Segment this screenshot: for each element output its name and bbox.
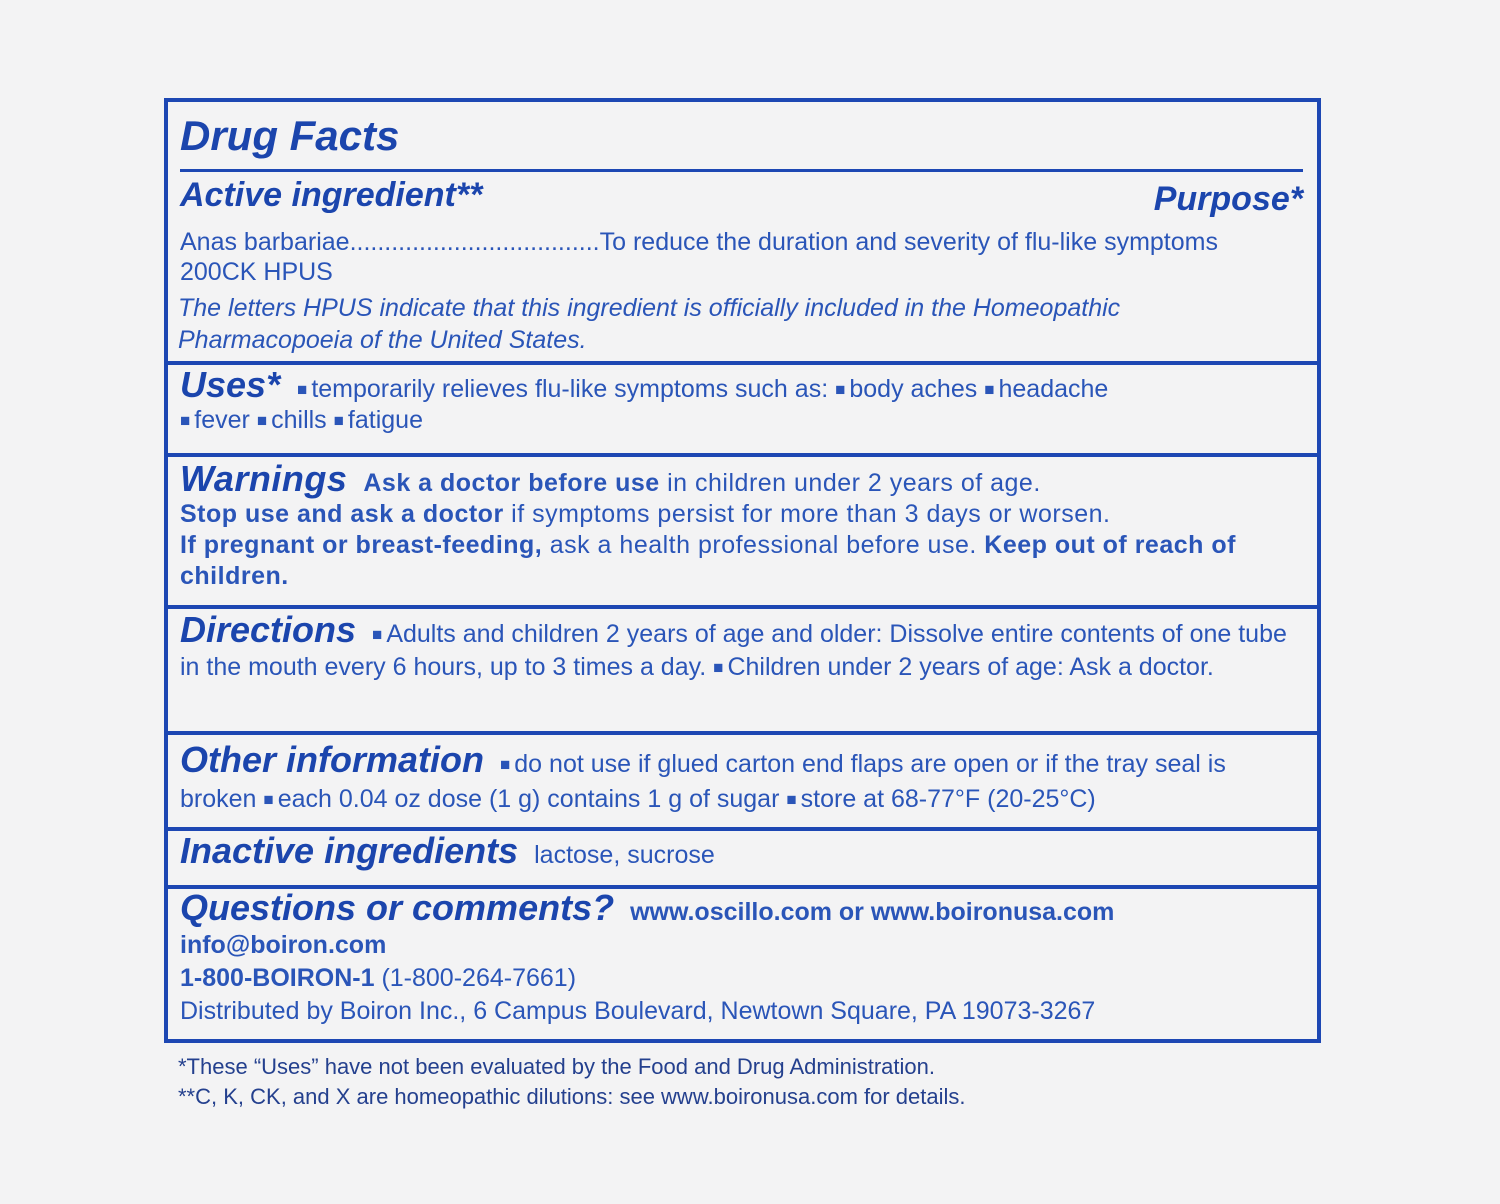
square-bullet-icon: ■ — [835, 380, 846, 399]
title-section — [168, 102, 1317, 172]
website-link[interactable]: www.oscillo.com or www.boironusa.com — [630, 898, 1115, 926]
directions-item: Adults and children 2 years of age and older: Dissolve entire contents of one tube in the mouth every 6 hours, up to 3 times a day. — [180, 620, 1287, 681]
questions-heading: Questions or comments? — [180, 887, 615, 928]
other-item: store at 68-77°F (20-25°C) — [800, 785, 1096, 813]
uses-item: fatigue — [347, 406, 423, 434]
warning-bold: Ask a doctor before use — [363, 469, 660, 497]
other-item: each 0.04 oz dose (1 g) contains 1 g of sugar — [277, 785, 780, 813]
footnote-uses: *These “Uses” have not been evaluated by the Food and Drug Administration. — [178, 1054, 936, 1079]
warning-bold: Keep out of reach of children. — [180, 531, 1236, 590]
uses-item: temporarily relieves flu-like symptoms such as: — [311, 375, 829, 403]
drug-facts-panel — [164, 98, 1321, 1043]
inactive-ingredients-section — [168, 831, 1317, 889]
warning-bold: Stop use and ask a doctor — [180, 500, 504, 528]
phone-number: (1-800-264-7661) — [374, 964, 577, 992]
warning-text: ask a health professional before use. — [542, 531, 985, 559]
square-bullet-icon: ■ — [713, 658, 724, 677]
hpus-note: The letters HPUS indicate that this ingredient is officially included in the Homeopathic Pharmacopoeia of the United States. — [178, 294, 1121, 354]
questions-section — [168, 889, 1317, 1039]
uses-item: chills — [271, 406, 327, 434]
square-bullet-icon: ■ — [263, 790, 274, 809]
phone-number-bold: 1-800-BOIRON-1 — [180, 964, 375, 992]
square-bullet-icon: ■ — [256, 411, 268, 430]
email-link[interactable]: info@boiron.com — [180, 931, 387, 959]
uses-item: body aches — [849, 375, 978, 403]
uses-item: fever — [194, 406, 250, 434]
directions-heading: Directions — [180, 609, 357, 650]
warnings-section — [168, 457, 1317, 609]
square-bullet-icon: ■ — [180, 411, 191, 430]
warning-text: in children under 2 years of age. — [659, 469, 1041, 497]
dot-leader: .................................... — [349, 228, 600, 256]
ingredient-potency: 200CK HPUS — [180, 258, 333, 286]
square-bullet-icon: ■ — [333, 411, 344, 430]
uses-item: headache — [998, 375, 1109, 403]
ingredient-purpose: To reduce the duration and severity of flu-like symptoms — [599, 228, 1218, 256]
active-ingredient-section — [168, 172, 1317, 365]
square-bullet-icon: ■ — [297, 380, 308, 399]
square-bullet-icon: ■ — [984, 380, 995, 399]
page-title: Drug Facts — [180, 112, 400, 159]
purpose-heading: Purpose* — [1153, 180, 1303, 218]
active-ingredient-heading: Active ingredient** — [180, 176, 483, 214]
warning-text: if symptoms persist for more than 3 days or worsen. — [503, 500, 1111, 528]
other-item: do not use if glued carton end flaps are open or if the tray seal is broken — [180, 750, 1226, 813]
distributor-address: Distributed by Boiron Inc., 6 Campus Boulevard, Newtown Square, PA 19073-3267 — [180, 997, 1096, 1025]
directions-section — [168, 609, 1317, 735]
footnote-dilutions: **C, K, CK, and X are homeopathic dilutions: see www.boironusa.com for details. — [178, 1084, 966, 1109]
square-bullet-icon: ■ — [500, 755, 511, 774]
warnings-heading: Warnings — [180, 458, 348, 499]
directions-item: Children under 2 years of age: Ask a doctor. — [727, 653, 1214, 681]
ingredient-name: Anas barbariae — [180, 228, 350, 256]
inactive-ingredients-heading: Inactive ingredients — [180, 830, 519, 871]
footnotes — [178, 1052, 966, 1112]
ingredient-line — [180, 228, 1305, 257]
uses-section — [168, 365, 1317, 457]
uses-heading: Uses* — [180, 364, 281, 405]
inactive-ingredients-text: lactose, sucrose — [534, 841, 715, 869]
other-information-section — [168, 735, 1317, 831]
other-information-heading: Other information — [180, 739, 484, 780]
square-bullet-icon: ■ — [372, 625, 383, 644]
square-bullet-icon: ■ — [786, 790, 797, 809]
warning-bold: If pregnant or breast-feeding, — [180, 531, 543, 559]
